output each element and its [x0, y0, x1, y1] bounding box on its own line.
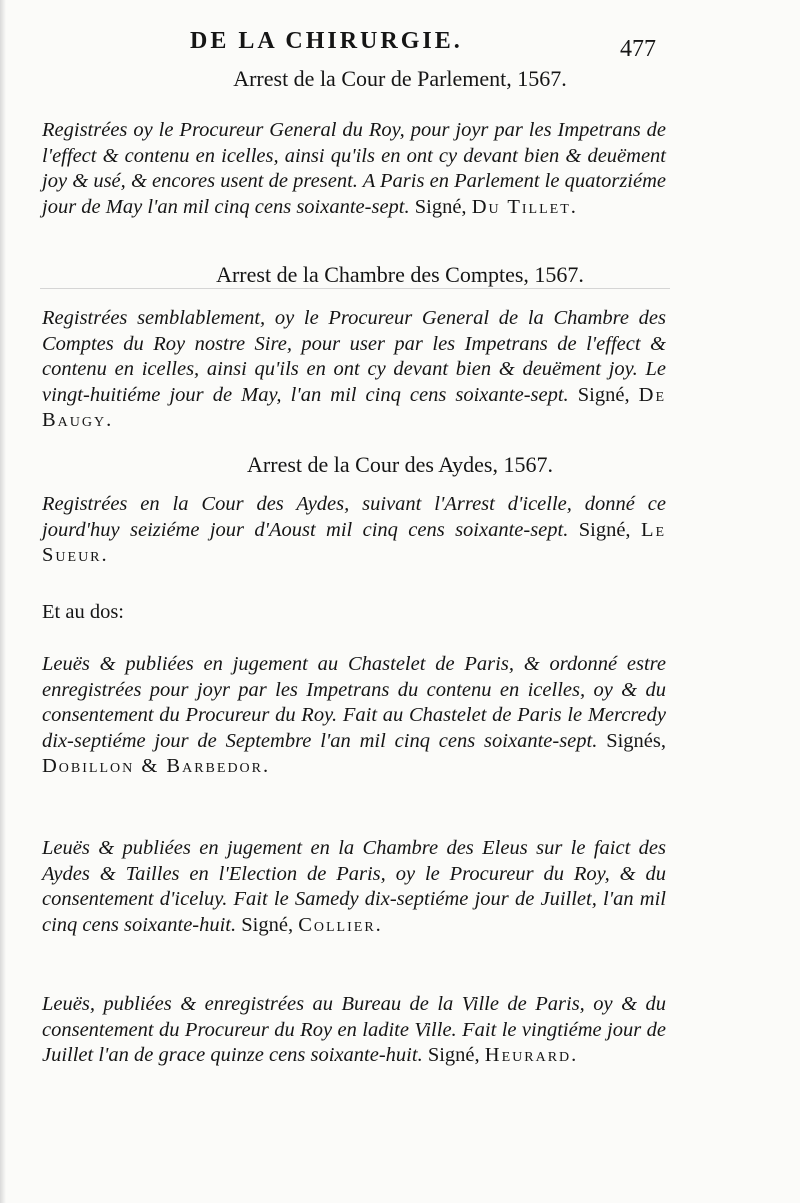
signatory: Heurard.	[484, 1044, 579, 1066]
signed-label: Signé,	[414, 195, 467, 218]
section-text: Registrées semblablement, oy le Procureur General de la Chambre des Comptes du Roy nostre Sire, pour user par les Impetrans de l'effect & contenu en icelles, ainsi qu'ils en ont cy devant bien & deuëment joy. Le vingt-huitiéme jour de May, l'an mil cinq cens soixante-sept.	[42, 307, 666, 406]
signatory: De Baugy.	[42, 383, 667, 431]
signatory: Collier.	[298, 913, 383, 936]
section-body-parlement	[42, 118, 666, 220]
section-body-aydes	[42, 492, 666, 569]
section-heading-parlement: Arrest de la Cour de Parlement, 1567.	[233, 66, 567, 91]
endorsement-bureau-ville	[42, 992, 666, 1069]
endorsement-chastelet	[42, 652, 666, 780]
page-edge-shadow	[0, 0, 6, 1203]
signed-label: Signé,	[427, 1044, 480, 1066]
divider	[40, 288, 670, 289]
section-body-comptes	[42, 306, 666, 434]
section-text: Registrées en la Cour des Aydes, suivant l'Arrest d'icelle, donné ce jourd'huy seiziéme jour d'Aoust mil cinq cens soixante-sept.	[42, 493, 666, 541]
endorsement-text: Leuës, publiées & enregistrées au Bureau de la Ville de Paris, oy & du consentement du Procureur du Roy en ladite Ville. Fait le vingtiéme jour de Juillet l'an de grace quinze cens soixante-huit.	[42, 993, 666, 1066]
endorsement-text: Leuës & publiées en jugement au Chastelet de Paris, & ordonné estre enregistrées pour joyr par les Impetrans du contenu en icelles, oy & du consentement du Procureur du Roy. Fait au Chastelet de Paris le Mercredy dix-septiéme jour de Septembre l'an mil cinq cens soixante-sept.	[42, 653, 666, 752]
et-au-dos: Et au dos:	[42, 601, 124, 623]
section-text: Registrées oy le Procureur General du Roy, pour joyr par les Impetrans de l'effect & contenu en icelles, ainsi qu'ils en ont cy devant bien & deuëment joy & usé, & encores usent de present. A Paris en Parlement le quatorziéme jour de May l'an mil cinq cens soixante-sept.	[42, 119, 666, 218]
signed-label: Signés,	[606, 729, 666, 752]
endorsement-text: Leuës & publiées en jugement en la Chambre des Eleus sur le faict des Aydes & Tailles en l'Election de Paris, oy le Procureur du Roy, & du consentement d'iceluy. Fait le Samedy dix-septiéme jour de Juillet, l'an mil cinq cens soixante-huit.	[42, 837, 666, 936]
section-heading-aydes: Arrest de la Cour des Aydes, 1567.	[247, 452, 553, 477]
endorsement-eleus	[42, 836, 666, 938]
signatory: Le Sueur.	[42, 518, 667, 566]
signed-label: Signé,	[241, 913, 294, 936]
signatory: Du Tillet.	[471, 195, 578, 218]
signed-label: Signé,	[577, 383, 630, 406]
section-heading-comptes: Arrest de la Chambre des Comptes, 1567.	[216, 262, 584, 287]
signatory: Dobillon & Barbedor.	[42, 755, 271, 777]
page-number: 477	[620, 36, 656, 62]
signed-label: Signé,	[578, 518, 631, 541]
running-title: DE LA CHIRURGIE.	[190, 28, 463, 54]
